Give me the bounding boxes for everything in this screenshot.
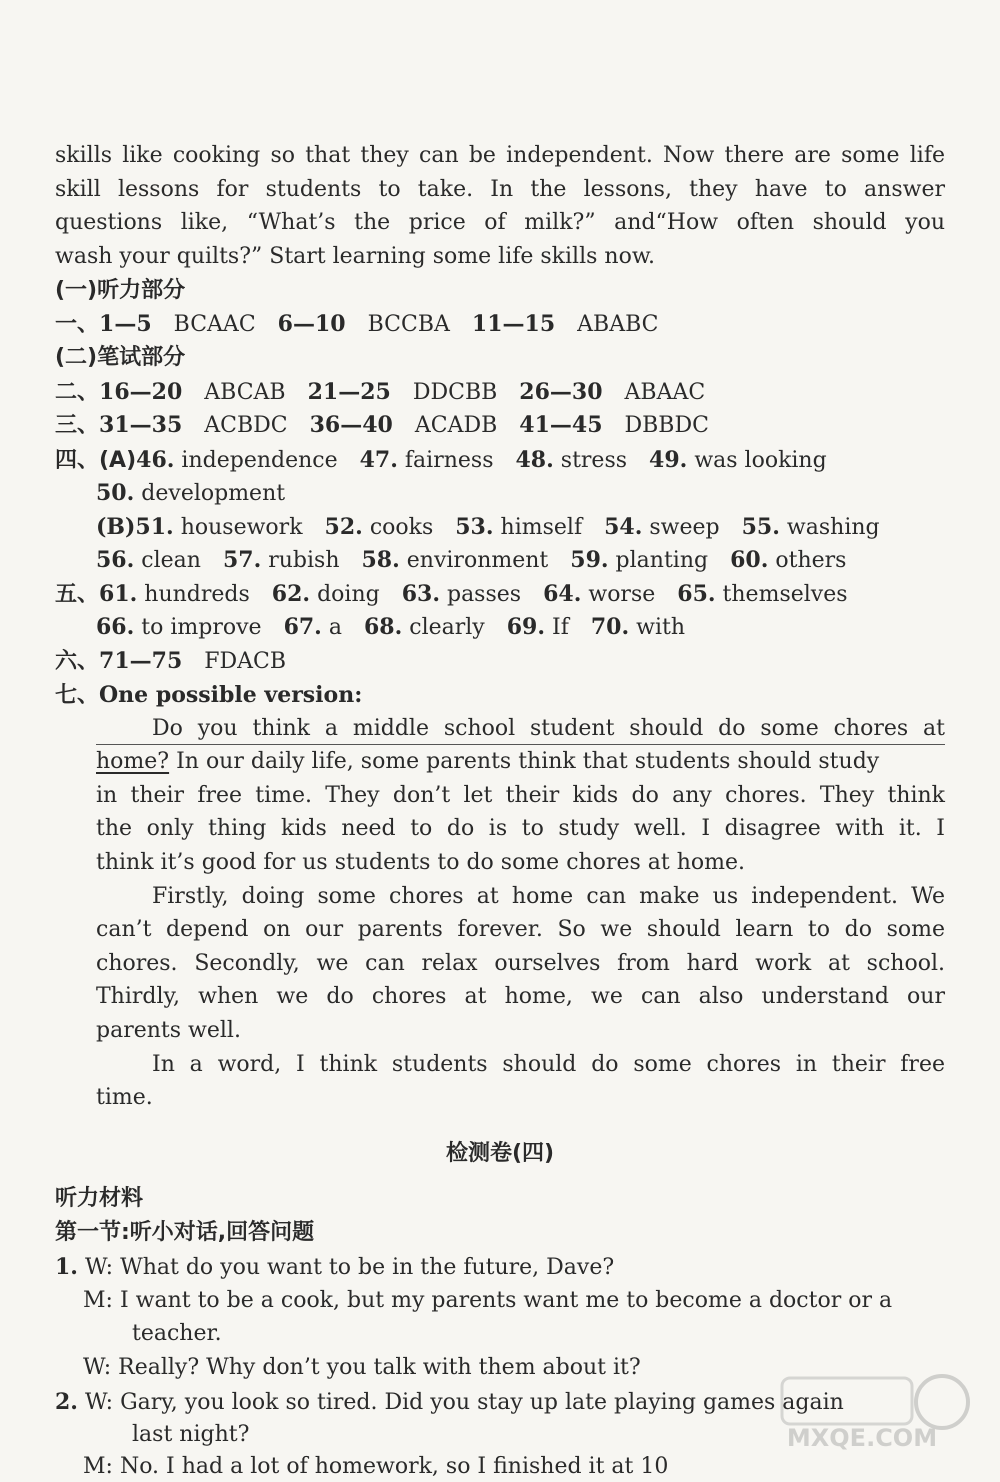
answers-section-4b-cont	[96, 545, 945, 576]
q-number: 61.	[99, 581, 138, 607]
section-label: 一、	[55, 312, 100, 337]
q-number: 69.	[506, 614, 546, 640]
answer: hundreds	[144, 582, 250, 607]
answer: a	[328, 615, 342, 640]
answers: ABCAB	[204, 380, 286, 405]
essay-underlined: home?	[96, 749, 170, 774]
version-title: One possible version:	[99, 682, 363, 708]
q-number: 46.	[136, 447, 175, 473]
essay-line-6: Firstly, doing some chores at home can make us independent. We	[152, 884, 945, 909]
range: 26—30	[519, 379, 603, 405]
essay-line-4: the only thing kids need to do is to study well. I disagree with it. I	[96, 816, 945, 841]
para1-line-3: questions like, “What’s the price of milk?” and“How often should you	[55, 210, 945, 235]
essay-line-2	[96, 747, 945, 777]
answer: sweep	[649, 515, 720, 540]
answer: cooks	[369, 515, 434, 540]
answer: with	[636, 615, 686, 640]
q-number: 68.	[363, 614, 403, 640]
essay-line-1: Do you think a middle school student should do some chores at	[152, 716, 945, 741]
utterance: What do you want to be in the future, Dave?	[120, 1255, 615, 1280]
section-label: 四、(A)	[55, 448, 137, 473]
essay-line-9: Thirdly, when we do chores at home, we can also understand our	[96, 984, 945, 1009]
q-number: 49.	[649, 447, 688, 473]
answer: stress	[560, 448, 628, 473]
speaker: W:	[84, 1255, 114, 1280]
answer: himself	[500, 515, 583, 540]
answers: FDACB	[204, 649, 287, 674]
utterance: I want to be a cook, but my parents want me to become a doctor or a	[119, 1288, 893, 1313]
answer: was looking	[694, 448, 827, 473]
range: 41—45	[519, 412, 603, 438]
answers: ABAAC	[624, 380, 706, 405]
q-number: 47.	[359, 447, 398, 473]
utterance: last night?	[132, 1422, 250, 1447]
answers-section-3	[55, 410, 945, 441]
q-number: 63.	[401, 581, 440, 607]
answers-section-4a	[55, 445, 945, 476]
answer: washing	[786, 515, 880, 540]
q-number: 55.	[741, 514, 780, 540]
q-number: 59.	[570, 547, 609, 573]
speaker: W:	[83, 1355, 112, 1380]
watermark-text: MXQE.COM	[786, 1424, 938, 1452]
answers-section-5-cont	[96, 612, 945, 643]
dialogue-line	[83, 1452, 945, 1482]
answers-section-1	[55, 309, 945, 340]
q-number: 65.	[677, 581, 716, 607]
answers: ABABC	[577, 312, 659, 337]
answer: themselves	[722, 582, 848, 607]
answer: development	[141, 481, 286, 506]
answers-section-4b	[96, 512, 945, 543]
range: 71—75	[99, 648, 183, 674]
range: 11—15	[471, 311, 556, 337]
answer: passes	[446, 582, 522, 607]
answers-section-2	[55, 377, 945, 408]
section-label: 六、	[55, 649, 100, 674]
dialogue-line	[132, 1319, 945, 1349]
listening-material-heading: 听力材料	[55, 1186, 144, 1211]
watermark-circle	[916, 1376, 968, 1428]
q-number: 51.	[135, 514, 174, 540]
range: 36—40	[309, 412, 393, 438]
range: 21—25	[307, 379, 391, 405]
part1-heading: 第一节:听小对话,回答问题	[55, 1220, 315, 1245]
q-number: 66.	[96, 614, 135, 640]
answer: environment	[406, 548, 549, 573]
range: 31—35	[99, 412, 183, 438]
essay-line-10: parents well.	[96, 1018, 241, 1043]
underline-rule	[96, 744, 945, 745]
range: 6—10	[277, 311, 346, 337]
answer: rubish	[268, 548, 340, 573]
speaker: W:	[84, 1390, 114, 1415]
speaker: M:	[83, 1288, 113, 1313]
dialogue-line	[55, 1252, 945, 1283]
q-number: 70.	[590, 614, 630, 640]
answers: DDCBB	[412, 380, 498, 405]
essay-line-5: think it’s good for us students to do some chores at home.	[96, 850, 745, 875]
dialogue-line	[83, 1286, 945, 1316]
essay-line-7: can’t depend on our parents forever. So we should learn to do some	[96, 917, 945, 942]
q-number: 58.	[361, 547, 400, 573]
watermark-badge	[782, 1378, 912, 1424]
essay-line-8: chores. Secondly, we can relax ourselves from hard work at school.	[96, 951, 945, 976]
q-number: 48.	[515, 447, 554, 473]
q-number: 56.	[96, 547, 135, 573]
section-label: (B)	[96, 514, 136, 540]
q-number: 62.	[271, 581, 311, 607]
answer: worse	[588, 582, 656, 607]
utterance: Gary, you look so tired. Did you stay up late playing games again	[120, 1390, 844, 1415]
answers: ACBDC	[204, 413, 288, 438]
essay-line-11: In a word, I think students should do some chores in their free	[152, 1052, 945, 1077]
q-number: 64.	[543, 581, 582, 607]
question-number: 2.	[55, 1389, 78, 1415]
q-number: 60.	[730, 547, 769, 573]
answers: BCAAC	[173, 312, 256, 337]
answer: housework	[180, 515, 303, 540]
q-number: 53.	[455, 514, 494, 540]
section-listening-heading: (一)听力部分	[55, 278, 186, 303]
section-label: 五、	[55, 582, 100, 607]
watermark-logo	[742, 1364, 982, 1454]
answer: to improve	[141, 615, 262, 640]
answers-section-4a-cont	[96, 478, 945, 509]
section-label: 二、	[55, 380, 100, 405]
para1-line-2: skill lessons for students to take. In the lessons, they have to answer	[55, 177, 945, 202]
utterance: No. I had a lot of homework, so I finished it at 10	[119, 1454, 669, 1479]
answer: clean	[141, 548, 201, 573]
answers: DBBDC	[624, 413, 709, 438]
answer: independence	[181, 448, 338, 473]
answers-section-7	[55, 680, 945, 711]
answers: BCCBA	[367, 312, 450, 337]
essay-text: In our daily life, some parents think that students should study	[169, 749, 880, 774]
q-number: 67.	[283, 614, 322, 640]
answer: fairness	[404, 448, 494, 473]
utterance: Really? Why don’t you talk with them about it?	[118, 1355, 641, 1380]
question-number: 1.	[55, 1254, 78, 1280]
utterance: teacher.	[132, 1321, 222, 1346]
section-label: 七、	[55, 683, 100, 708]
answer: doing	[317, 582, 380, 607]
answer: If	[552, 615, 569, 640]
answers-section-6	[55, 646, 945, 677]
range: 1—5	[99, 311, 152, 337]
answers: ACADB	[414, 413, 498, 438]
answers-section-5	[55, 579, 945, 610]
q-number: 52.	[324, 514, 363, 540]
answer: others	[775, 548, 847, 573]
essay-line-3: in their free time. They don’t let their kids do any chores. They think	[96, 783, 945, 808]
q-number: 50.	[96, 480, 135, 506]
answer: planting	[615, 548, 709, 573]
range: 16—20	[99, 379, 183, 405]
speaker: M:	[83, 1454, 113, 1479]
section-label: 三、	[55, 413, 100, 438]
essay-line-12: time.	[96, 1085, 153, 1110]
q-number: 54.	[604, 514, 643, 540]
para1-line-1: skills like cooking so that they can be independent. Now there are some life	[55, 143, 945, 168]
test-title: 检测卷(四)	[445, 1141, 555, 1166]
section-writing-heading: (二)笔试部分	[55, 345, 186, 370]
q-number: 57.	[222, 547, 262, 573]
para1-line-4: wash your quilts?” Start learning some life skills now.	[55, 244, 656, 269]
answer: clearly	[409, 615, 485, 640]
